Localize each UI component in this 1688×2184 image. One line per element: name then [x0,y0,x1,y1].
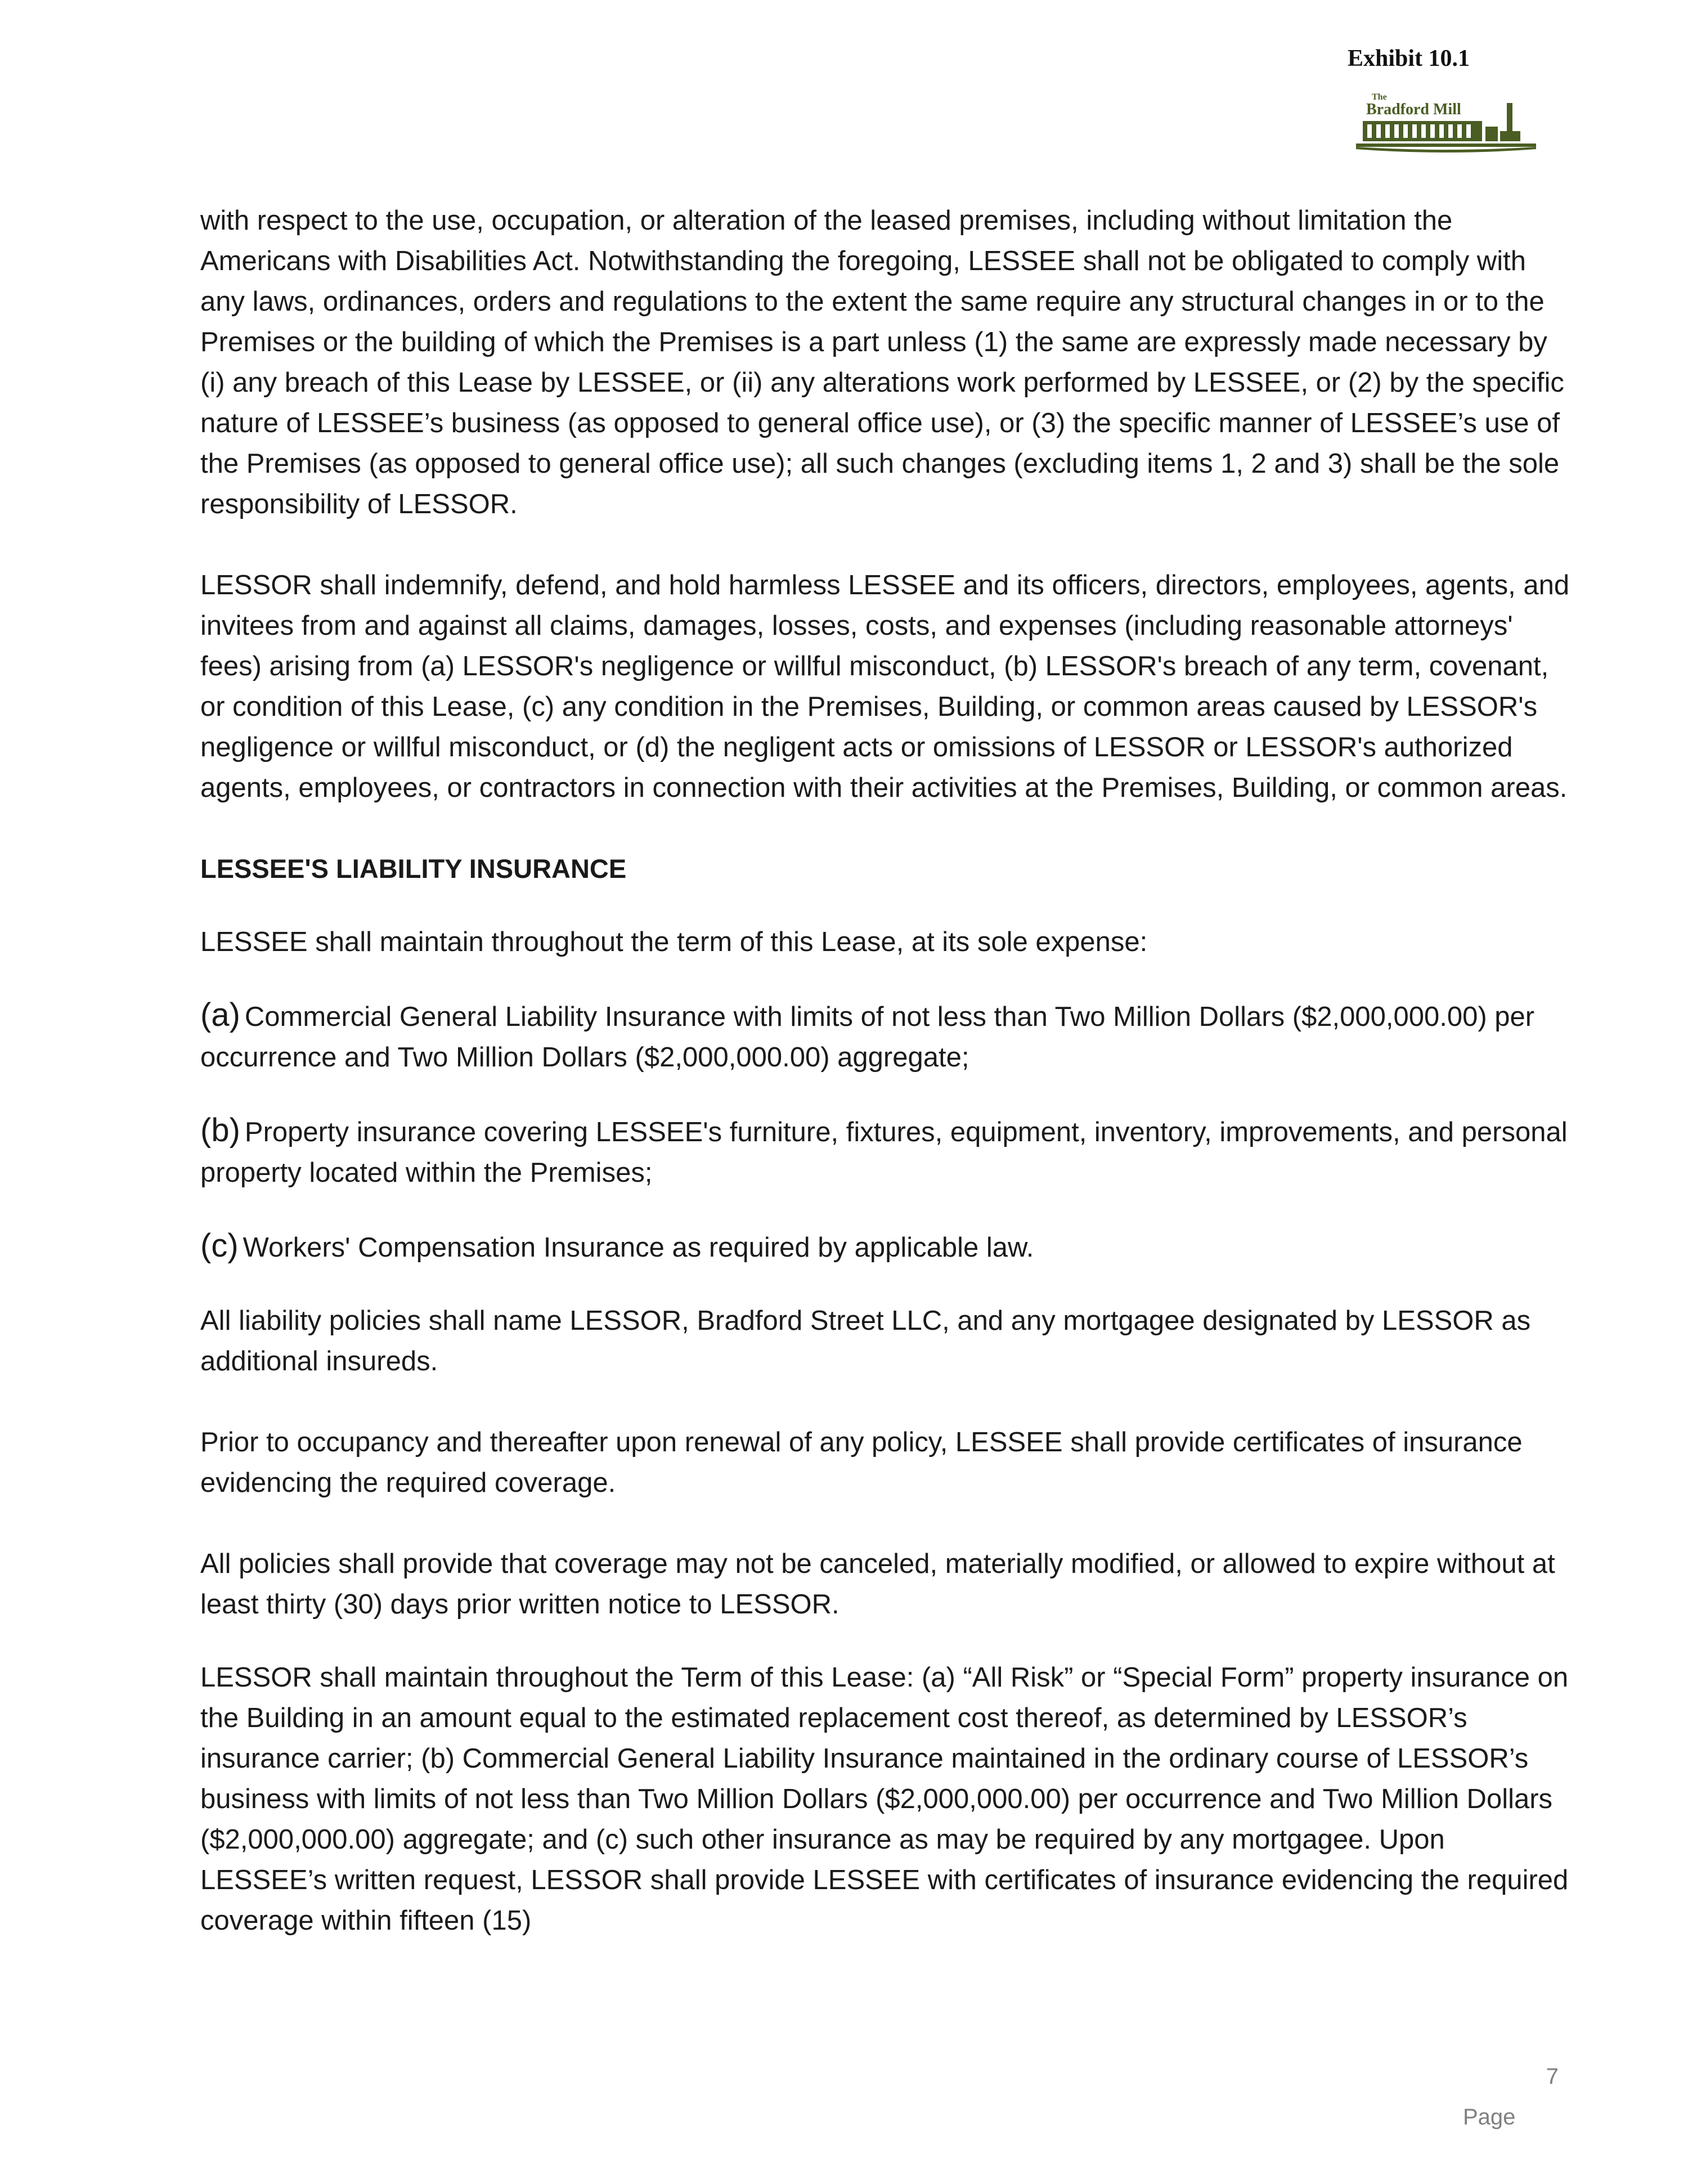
list-item-a-letter: (a) [200,997,240,1033]
paragraph-compliance: with respect to the use, occupation, or alteration of the leased premises, including without limitation the Americans with Disabilities Act. Notwithstanding the foregoing, LESSEE shall not be obligated to comply with any laws, ordinances, orders and regulations to the extent the same require any structural changes in or to the Premises or the building of which the Premises is a part unless (1) the same are expressly made necessary by (i) any breach of this Lease by LESSEE, or (ii) any alterations work performed by LESSEE, or (2) by the specific nature of LESSEE’s business (as opposed to general office use), or (3) the specific manner of LESSEE’s use of the Premises (as opposed to general office use); all such changes (excluding items 1, 2 and 3) shall be the sole responsibility of LESSOR. [200,205,1564,519]
list-item-c-letter: (c) [200,1227,239,1264]
page-label: Page [1463,2105,1516,2129]
list-item-b-text: Property insurance covering LESSEE's furniture, fixtures, equipment, inventory, improvements, and personal property located within the Premises; [200,1117,1568,1188]
list-item-b-letter: (b) [200,1112,240,1149]
paragraph-additional-insureds: All liability policies shall name LESSOR, Bradford Street LLC, and any mortgagee designated by LESSOR as additional insureds. [200,1306,1531,1376]
list-item-a-text: Commercial General Liability Insurance with limits of not less than Two Million Dollars ($2,000,000.00) per occurrence and Two Million Dollars ($2,000,000.00) aggregate; [200,1002,1535,1073]
document-body [200,200,1573,1941]
paragraph-lessor-indemnity: LESSOR shall indemnify, defend, and hold harmless LESSEE and its officers, directors, employees, agents, and invitees from and against all claims, damages, losses, costs, and expenses (including reasonable attorneys' fees) arising from (a) LESSOR's negligence or willful misconduct, (b) LESSOR's breach of any term, covenant, or condition of this Lease, (c) any condition in the Premises, Building, or common areas caused by LESSOR's negligence or willful misconduct, or (d) the negligent acts or omissions of LESSOR or LESSOR's authorized agents, employees, or contractors in connection with their activities at the Premises, Building, or common areas. [200,570,1570,803]
paragraph-certificates: Prior to occupancy and thereafter upon renewal of any policy, LESSEE shall provide certificates of insurance evidencing the required coverage. [200,1427,1523,1498]
logo-main-text: Bradford Mill [1366,101,1461,118]
paragraph-lessor-insurance: LESSOR shall maintain throughout the Term of this Lease: (a) “All Risk” or “Special Form” property insurance on the Building in an amount equal to the estimated replacement cost thereof, as determined by LESSOR’s insurance carrier; (b) Commercial General Liability Insurance maintained in the ordinary course of LESSOR’s business with limits of not less than Two Million Dollars ($2,000,000.00) per occurrence and Two Million Dollars ($2,000,000.00) aggregate; and (c) such other insurance as may be required by any mortgagee. Upon LESSEE’s written request, LESSOR shall provide LESSEE with certificates of insurance evidencing the required coverage within fifteen (15) [200,1662,1569,1936]
section-heading-liability-insurance: LESSEE'S LIABILITY INSURANCE [200,854,627,884]
list-item-b [200,1110,1573,1193]
bradford-mill-logo [1356,87,1542,160]
exhibit-label: Exhibit 10.1 [1348,46,1470,71]
list-item-c-text: Workers' Compensation Insurance as required by applicable law. [243,1232,1034,1263]
paragraph-cancellation-notice: All policies shall provide that coverage may not be canceled, materially modified, or allowed to expire without at least thirty (30) days prior written notice to LESSOR. [200,1549,1555,1620]
list-item-a [200,995,1573,1078]
paragraph-lessee-maintain: LESSEE shall maintain throughout the term of this Lease, at its sole expense: [200,927,1148,957]
logo-top-text: The [1372,92,1387,102]
list-item-c [200,1226,1573,1268]
page-number: 7 [1546,2064,1559,2089]
